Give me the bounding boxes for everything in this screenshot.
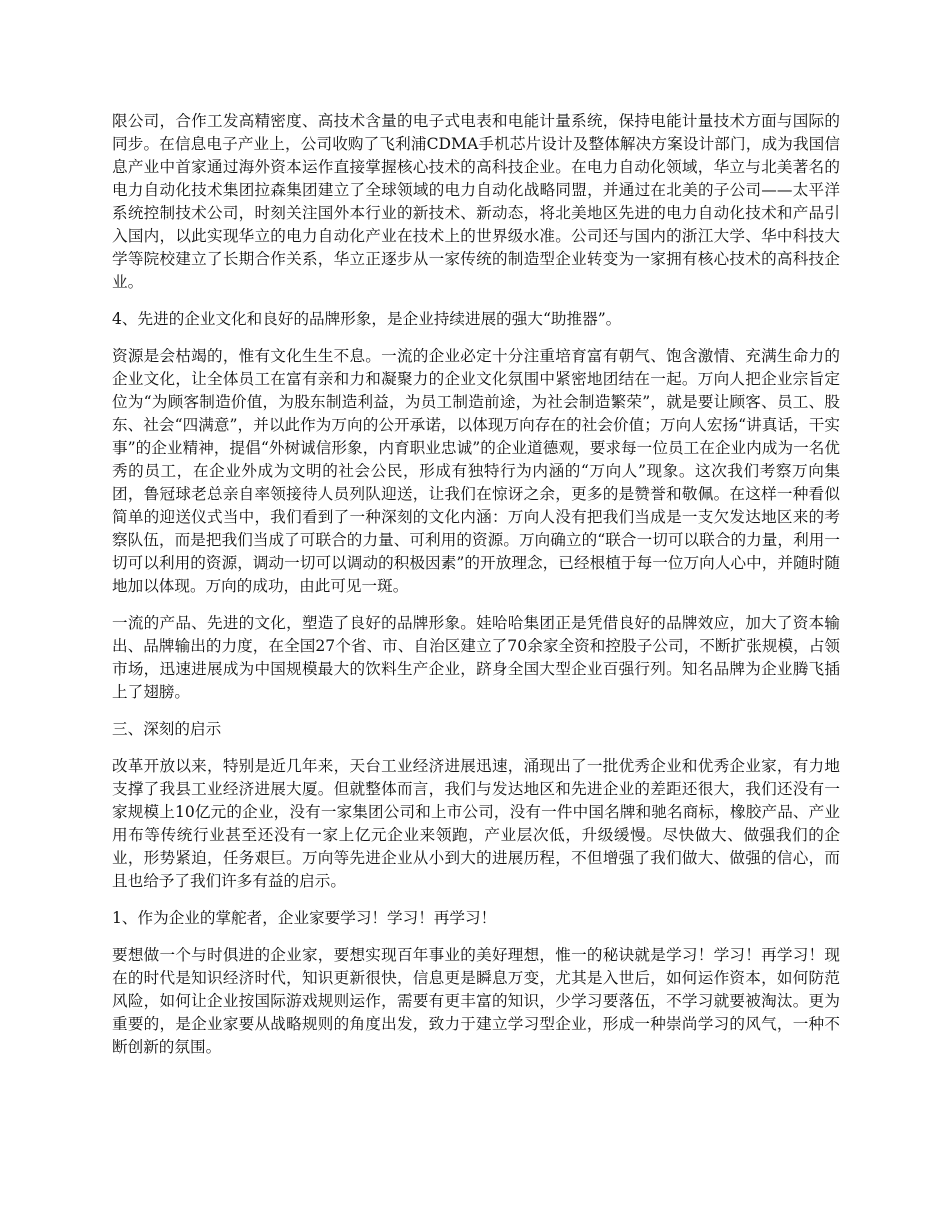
paragraph-learning: 要想做一个与时俱进的企业家，要想实现百年事业的美好理想，惟一的秘诀就是学习！学习！再学习！现在的时代是知识经济时代，知识更新很快，信息更是瞬息万变，尤其是入世后，如何运作资本，如何防范风险，如何让企业按国际游戏规则运作，需要有更丰富的知识，少学习要落伍，不学习就要被淘汰。更为重要的，是企业家要从战略规则的角度出发，致力于建立学习型企业，形成一种崇尚学习的风气，一种不断创新的氛围。 [112,946,840,1056]
heading-entrepreneur-learning: 1、作为企业的掌舵者，企业家要学习！学习！再学习！ [112,909,497,927]
paragraph-wanxiang-culture: 资源是会枯竭的，惟有文化生生不息。一流的企业必定十分注重培育富有朝气、饱含激情、充满生命力的企业文化，让全体员工在富有亲和力和凝聚力的企业文化氛围中紧密地团结在一起。万向人把企业宗旨定位为“为顾客制造价值，为股东制造利益，为员工制造前途，为社会制造繁荣”，就是要让顾客、员工、股东、社会“四满意”，并以此作为万向的公开承诺，以体现万向存在的社会价值；万向人宏扬“讲真话，干实事”的企业精神，提倡“外树诚信形象，内育职业忠诚”的企业道德观，要求每一位员工在企业内成为一名优秀的员工，在企业外成为文明的社会公民，形成有独特行为内涵的“万向人”现象。这次我们考察万向集团，鲁冠球老总亲自率领接待人员列队迎送，让我们在惊讶之余，更多的是赞誉和敬佩。在这样一种看似简单的迎送仪式当中，我们看到了一种深刻的文化内涵：万向人没有把我们当成是一支欠发达地区来的考察队伍，而是把我们当成了可联合的力量、可利用的资源。万向确立的“联合一切可以联合的力量，利用一切可以利用的资源，调动一切可以调动的积极因素”的开放理念，已经根植于每一位万向人心中，并随时随地加以体现。万向的成功，由此可见一斑。 [112,347,840,595]
document-page [112,110,840,1073]
paragraph-huali-technology: 限公司，合作工发高精密度、高技术含量的电子式电表和电能计量系统，保持电能计量技术方面与国际的同步。在信息电子产业上，公司收购了飞利浦CDMA手机芯片设计及整体解决方案设计部门，成为我国信息产业中首家通过海外资本运作直接掌握核心技术的高科技企业。在电力自动化领域，华立与北美著名的电力自动化技术集团拉森集团建立了全球领域的电力自动化战略同盟，并通过在北美的子公司——太平洋系统控制技术公司，时刻关注国外本行业的新技术、新动态，将北美地区先进的电力自动化技术和产品引入国内，以此实现华立的电力自动化产业在技术上的世界级水准。公司还与国内的浙江大学、华中科技大学等院校建立了长期合作关系，华立正逐步从一家传统的制造型企业转变为一家拥有核心技术的高科技企业。 [112,112,840,291]
paragraph-wahaha-brand: 一流的产品、先进的文化，塑造了良好的品牌形象。娃哈哈集团正是凭借良好的品牌效应，加大了资本输出、品牌输出的力度，在全国27个省、市、自治区建立了70余家全资和控股子公司，不断扩张规模，占领市场，迅速进展成为中国规模最大的饮料生产企业，跻身全国大型企业百强行列。知名品牌为企业腾飞插上了翅膀。 [112,614,840,701]
paragraph-tiantai-economy: 改革开放以来，特别是近几年来，天台工业经济进展迅速，涌现出了一批优秀企业和优秀企业家，有力地支撑了我县工业经济进展大厦。但就整体而言，我们与发达地区和先进企业的差距还很大，我们还没有一家规模上10亿元的企业，没有一家集团公司和上市公司，没有一件中国名牌和驰名商标，橡胶产品、产业用布等传统行业甚至还没有一家上亿元企业来领跑，产业层次低，升级缓慢。尽快做大、做强我们的企业，形势紧迫，任务艰巨。万向等先进企业从小到大的进展历程，不但增强了我们做大、做强的信心，而且也给予了我们许多有益的启示。 [112,757,840,890]
heading-corporate-culture: 4、先进的企业文化和良好的品牌形象，是企业持续进展的强大“助推器”。 [112,310,622,328]
heading-section-three: 三、深刻的启示 [112,720,222,738]
